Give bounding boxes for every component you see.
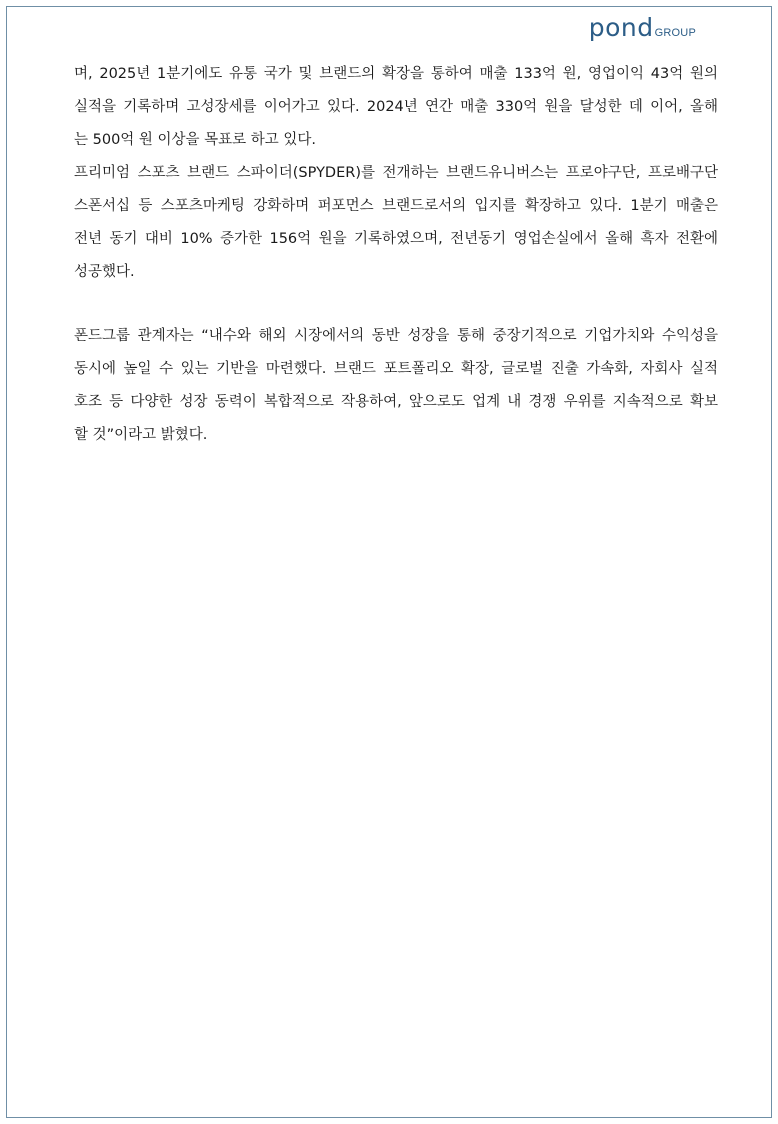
text-line: 성공했다. [74,264,135,280]
text-line: 실적을 기록하며 고성장세를 이어가고 있다. 2024년 연간 매출 330억 원을 달성한 데 이어, 올해 [74,99,718,115]
text-line: 할 것”이라고 밝혔다. [74,427,208,443]
text-line: 는 500억 원 이상을 목표로 하고 있다. [74,132,317,148]
logo-wordmark: pond [588,13,654,42]
paragraph-3 [74,320,718,452]
text-line: 스폰서십 등 스포츠마케팅 강화하며 퍼포먼스 브랜드로서의 입지를 확장하고 있다. 1분기 매출은 [74,198,718,214]
text-line: 프리미엄 스포츠 브랜드 스파이더(SPYDER)를 전개하는 브랜드유니버스는 프로야구단, 프로배구단 [74,165,718,181]
text-line: 동시에 높일 수 있는 기반을 마련했다. 브랜드 포트폴리오 확장, 글로벌 진출 가속화, 자회사 실적 [74,361,718,377]
paragraph-2 [74,157,718,289]
text-line: 호조 등 다양한 성장 동력이 복합적으로 작용하여, 앞으로도 업계 내 경쟁 우위를 지속적으로 확보 [74,394,718,410]
text-line: 며, 2025년 1분기에도 유통 국가 및 브랜드의 확장을 통하여 매출 133억 원, 영업이익 43억 원의 [74,66,718,82]
paragraph-gap [74,289,718,320]
paragraph-1 [74,58,718,157]
article-body [74,58,718,452]
text-line: 폰드그룹 관계자는 “내수와 해외 시장에서의 동반 성장을 통해 중장기적으로 기업가치와 수익성을 [74,328,718,344]
pond-group-logo [589,15,696,40]
logo-group-text: GROUP [654,27,696,39]
text-line: 전년 동기 대비 10% 증가한 156억 원을 기록하였으며, 전년동기 영업손실에서 올해 흑자 전환에 [74,231,718,247]
